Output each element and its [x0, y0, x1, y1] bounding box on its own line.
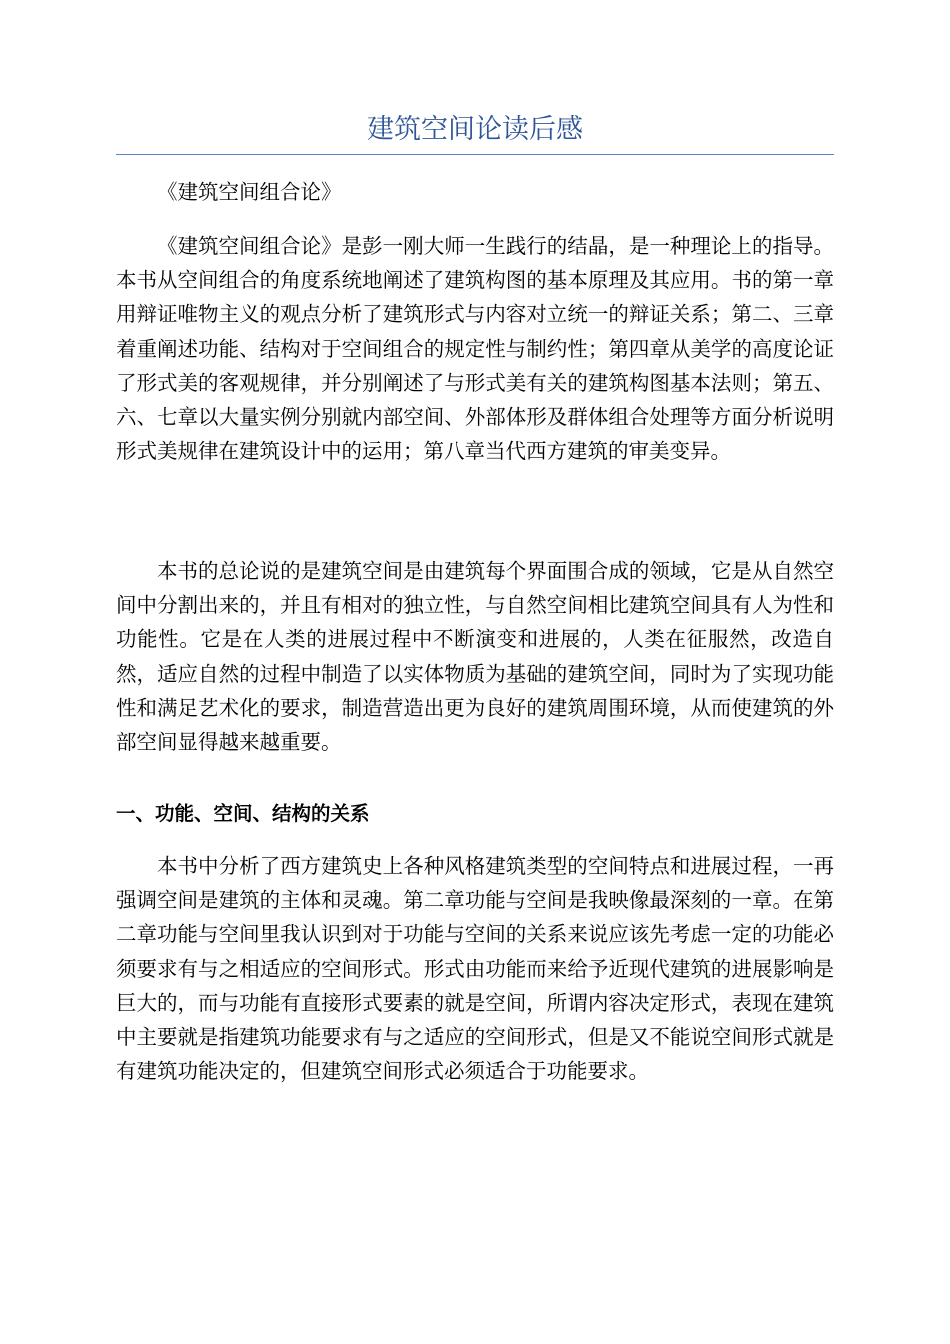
section-heading: 一、功能、空间、结构的关系	[116, 802, 370, 825]
title-underline	[116, 154, 834, 155]
book-title-line: 《建筑空间组合论》	[157, 180, 342, 204]
overview-paragraph: 本书的总论说的是建筑空间是由建筑每个界面围合成的领域，它是从自然空间中分割出来的，并且有相对的独立性，与自然空间相比建筑空间具有人为性和功能性。它是在人类的进展过程中不断演变和进展的，人类在征服然，改造自然，适应自然的过程中制造了以实体物质为基础的建筑空间，同时为了实现功能性和满足艺术化的要求，制造营造出更为良好的建筑周围环境，从而使建筑的外部空间显得越来越重要。	[116, 559, 834, 755]
intro-paragraph: 《建筑空间组合论》是彭一刚大师一生践行的结晶，是一种理论上的指导。本书从空间组合的角度系统地阐述了建筑构图的基本原理及其应用。书的第一章用辩证唯物主义的观点分析了建筑形式与内容对立统一的辩证关系；第二、三章着重阐述功能、结构对于空间组合的规定性与制约性；第四章从美学的高度论证了形式美的客观规律，并分别阐述了与形式美有关的建筑构图基本法则；第五、六、七章以大量实例分别就内部空间、外部体形及群体组合处理等方面分析说明形式美规律在建筑设计中的运用；第八章当代西方建筑的审美变异。	[116, 234, 834, 464]
section-paragraph: 本书中分析了西方建筑史上各种风格建筑类型的空间特点和进展过程，一再强调空间是建筑的主体和灵魂。第二章功能与空间是我映像最深刻的一章。在第二章功能与空间里我认识到对于功能与空间的关系来说应该先考虑一定的功能必须要求有与之相适应的空间形式。形式由功能而来给予近现代建筑的进展影响是巨大的，而与功能有直接形式要素的就是空间，所谓内容决定形式，表现在建筑中主要就是指建筑功能要求有与之适应的空间形式，但是又不能说空间形式就是有建筑功能决定的，但建筑空间形式必须适合于功能要求。	[116, 854, 834, 1084]
document-title: 建筑空间论读后感	[367, 114, 583, 145]
